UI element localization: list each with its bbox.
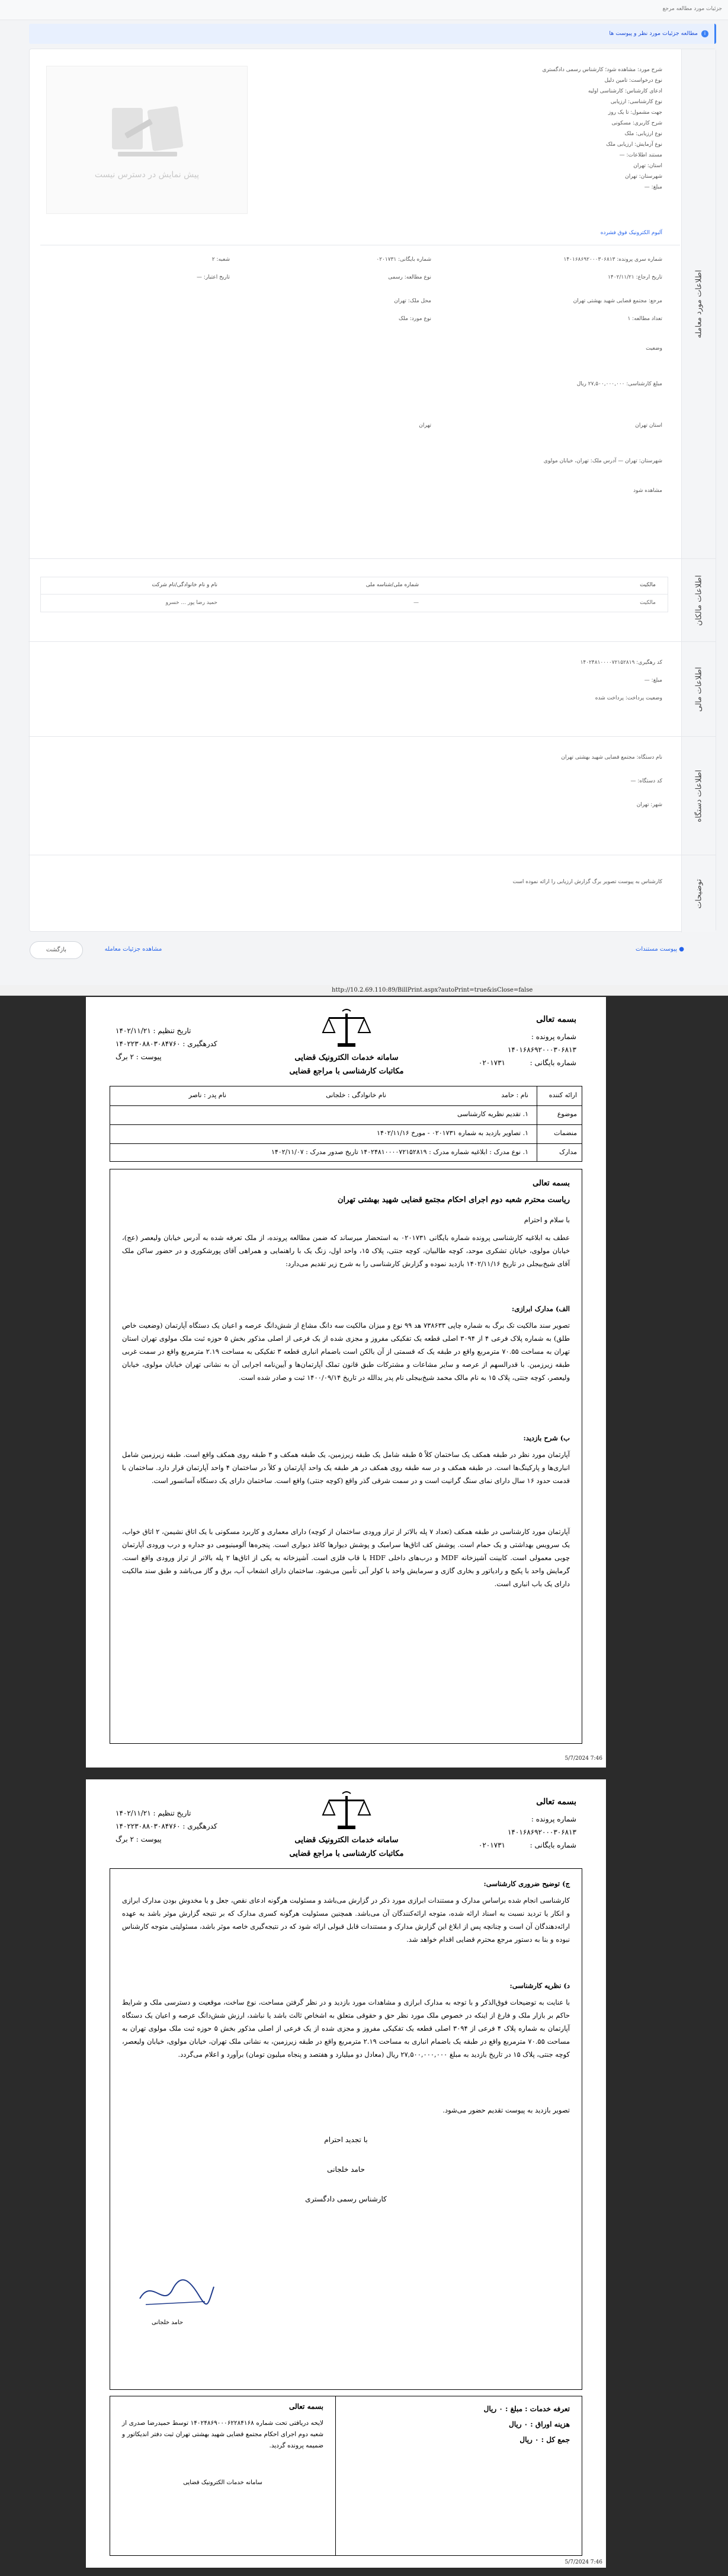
- info-icon: i: [701, 30, 708, 37]
- r3-value: ۱. تصاویر بازدید به شماره ۰۲۰۱۷۳۱ - مورخ ۱۴۰۲/۱۱/۱۶: [377, 1129, 528, 1137]
- tracking-label: کدرهگیری : ۱۴۰۲۲۳۰۸۸۰۳۰۸۴۷۶۰: [116, 1040, 217, 1048]
- case-no: ۱۴۰۱۶۸۶۹۲۰۰۰۳۰۶۸۱۳: [507, 1828, 576, 1836]
- r2-label: موضوع: [557, 1110, 577, 1118]
- heading-a: الف) مدارک ابرازی:: [511, 1305, 570, 1313]
- viewer-url[interactable]: http://10.2.69.110:89/BillPrint.aspx?autoPrint=true&isClose=false: [332, 987, 533, 993]
- org-title: سامانه خدمات الکترونیک قضایی: [294, 1053, 399, 1062]
- doc-body: [110, 1169, 582, 1744]
- financial-title: اطلاعات مالی: [681, 642, 716, 736]
- signer-name: حامد خلجانی: [327, 2165, 365, 2174]
- financial-section: [28, 642, 716, 737]
- basmala: بسمه تعالی: [536, 1015, 576, 1024]
- table-cell: حمید رضا پور ... خسرو: [165, 600, 217, 606]
- summary-line: ادعای کارشناس: کارشناسی اولیه: [588, 88, 662, 94]
- owners-section: [28, 559, 716, 642]
- summary-line: نوع ارزیابی: ملک: [624, 131, 662, 137]
- intro-paragraph: عطف به ابلاغیه کارشناسی پرونده شماره بایگانی ۰۲۰۱۷۳۱ به استحضار میرساند که ضمن مطالعه پرونده، از ملک تعرفه شده به آدرس خیابان ولیعصر (عج)، خیابان مولوی، خیابان تشکری موحد، کوچه طالبیان، کوچه جنتی، پلاک ۱۵، واحد اول، زنگ یک با راهنمایی و همراهی آقای پورشکوری و در حضور ساکن ملک آقای شیخ‌بیجلی در تاریخ ۱۴۰۲/۱۱/۱۶ بازدید نموده و گزارش کارشناسی را به شرح زیر تقدیم می‌دارد:: [122, 1233, 570, 1268]
- r1-label: ارائه کننده: [549, 1091, 577, 1099]
- table-cell: —: [413, 600, 419, 606]
- summary-line: شرح مورد: مشاهده شود؛ کارشناس رسمی دادگستری: [542, 67, 662, 73]
- scales-of-justice-icon: [320, 1791, 373, 1833]
- closing-line: تصویر بازدید به پیوست تقدیم حضور می‌شود.: [442, 2106, 570, 2114]
- fee-cost: هزینه اوراق : ۰ ریال: [508, 2420, 570, 2428]
- preview-placeholder-text: پیش نمایش در دسترس نیست: [94, 170, 200, 180]
- detail-line: تعداد مطالعه: ۱: [627, 316, 662, 322]
- summary-line: شهرستان: تهران: [625, 174, 662, 180]
- breadcrumb[interactable]: جزئیات مورد مطالعه مرجع: [662, 6, 722, 12]
- summary-line: مبلغ: —: [644, 184, 662, 190]
- table-header: مالکیت: [640, 582, 656, 588]
- authority-line: شهر: تهران: [636, 802, 662, 808]
- authority-line: کد دستگاه: —: [630, 778, 662, 784]
- archive-no-label: شماره بایگانی :: [530, 1841, 576, 1849]
- detail-line: مرجع: مجتمع قضایی شهید بهشتی تهران: [573, 298, 662, 304]
- r2-value: ۱. تقدیم نظریه کارشناسی: [457, 1110, 528, 1118]
- document-viewer: [0, 985, 728, 2576]
- notice-text: مطالعه جزئیات مورد نظر و پیوست ها: [609, 30, 698, 37]
- case-info-section: [28, 49, 716, 559]
- paragraph-b1: آپارتمان مورد نظر در طبقه همکف یک ساختمان کلاً ۵ طبقه شامل یک طبقه زیرزمین، یک طبقه همکف و ۳ طبقه روی همکف واقع است. طبقه زیرزمین شامل انباری‌ها و پارکینگ‌ها است. در طبقه همکف و در سه طبقه روی همکف در هر طبقه یک واحد آپارتمان و کلاً در ساختمان ۴ واحد آپارتمان قرار دارد. ساختمان با قدمت حدود ۱۶ سال دارای نمای سنگ گرانیت است و در سمت شرقی گذر واقع (کوچه جنتی) واقع است. ساختمان دارای یک دستگاه آسانسور است.: [122, 1450, 570, 1485]
- notes-section: [28, 855, 716, 932]
- date-label: تاریخ تنظیم : ۱۴۰۲/۱۱/۲۱: [116, 1809, 191, 1817]
- fee-total: جمع کل : ۰ ریال: [519, 2436, 570, 2444]
- detail-line: تاریخ ارجاع: ۱۴۰۲/۱۱/۲۱: [608, 274, 662, 280]
- authority-title: اطلاعات دستگاه: [681, 737, 716, 855]
- top-bar: [0, 0, 728, 20]
- back-button[interactable]: بازگشت: [30, 941, 83, 959]
- heading-c: ج) توضیح ضروری کارشناسی:: [483, 1880, 570, 1888]
- attachment-label: پیوست : ۲ برگ: [116, 1053, 162, 1061]
- viewer-toolbar: [0, 985, 728, 996]
- table-divider: [41, 594, 668, 595]
- gavel-icon: [106, 102, 189, 161]
- r4-label: مدارک: [559, 1148, 577, 1156]
- basmala: بسمه تعالی: [536, 1797, 576, 1807]
- view-details-button[interactable]: مشاهده جزئیات معامله: [104, 946, 162, 953]
- doc-header-table: [110, 1086, 582, 1162]
- notice-banner: [29, 24, 716, 44]
- summary-line: نوع آزمایش: ارزیابی ملک: [606, 142, 662, 148]
- receipt-basmala: بسمه تعالی: [288, 2402, 323, 2411]
- authority-section: [28, 737, 716, 855]
- owners-table: [40, 577, 668, 612]
- case-no-label: شماره پرونده :: [531, 1815, 576, 1823]
- document-page: [86, 997, 606, 1768]
- heading-b: ب) شرح بازدید:: [523, 1434, 570, 1442]
- paragraph-a: تصویر سند مالکیت تک برگ به شماره چاپی ۷۳۸۶۳۳ هد ۹۹ نوع و میزان مالکیت سه دانگ مشاع از شش‌دانگ عرصه و اعیان یک دستگاه آپارتمان (وضعیت خاص طلق) به شماره پلاک فرعی ۴ از ۳۰۹۴ اصلی قطعه یک تفکیکی مفروز و مجزی شده از یک فرعی از اصلی مذکور بخش ۵ حوزه ثبت ملک مولوی تهران استان تهران به مساحت ۷۰.۵۵ مترمربع واقع در طبقه یک که قسمتی از آن بالکن است باضمام انباری قطعه ۳ تفکیکی به مساحت ۲.۱۹ مترمربع واقع در سمت غربی طبقه زیرزمین. با قدرالسهم از عرصه و سایر مشاعات و مشترکات طبق قانون تملک آپارتمان‌ها و آیین‌نامه اجرایی آن به نشانی تهران خیابان مولوی، خیابان ولیعصر، کوچه جنتی، پلاک ۱۵ به نام مالک محمد شیخ‌بیجلی نام پدر یدالله در تاریخ ۱۴۰۰/۰۹/۱۴ ثبت و صادر شده است.: [122, 1321, 570, 1382]
- signer-title: کارشناس رسمی دادگستری: [305, 2195, 387, 2203]
- financial-line: وضعیت پرداخت: پرداخت شده: [595, 695, 662, 701]
- description: مشاهده شود: [633, 488, 662, 494]
- summary-line: استان: تهران: [633, 163, 662, 169]
- detail-line: محل ملک: تهران: [394, 298, 431, 304]
- receipt-footer: سامانه خدمات الکترونیک قضایی: [183, 2479, 262, 2486]
- receipt-text: لایحه دریافتی تحت شماره ۱۴۰۲۴۸۶۹۰۰۰۶۲۲۸۴۱۶۸ توسط حمیدرضا صدری از شعبه دوم اجرای احکام مجتمع قضایی شهید بهشتی تهران ثبت دفتر اندیکاتور و ضمیمه پرونده گردید.: [122, 2420, 323, 2449]
- city: تهران: [419, 423, 431, 429]
- detail-line: شماره بایگانی: ۰۲۰۱۷۳۱: [376, 257, 431, 263]
- archive-no-label: شماره بایگانی :: [530, 1059, 576, 1067]
- authority-line: نام دستگاه: مجتمع قضایی شهید بهشتی تهران: [561, 755, 662, 760]
- fee-title: تعرفه خدمات : مبلغ : ۰ ریال: [483, 2405, 570, 2413]
- preview-placeholder: [46, 66, 248, 214]
- tracking-label: کدرهگیری : ۱۴۰۲۲۳۰۸۸۰۳۰۸۴۷۶۰: [116, 1822, 217, 1830]
- financial-line: مبلغ: —: [644, 677, 662, 683]
- case-no: ۱۴۰۱۶۸۶۹۲۰۰۰۳۰۶۸۱۳: [507, 1046, 576, 1054]
- page-timestamp: 5/7/2024 7:46: [565, 1756, 602, 1762]
- table-header: شماره ملی/شناسه ملی: [365, 582, 419, 588]
- case-no-label: شماره پرونده :: [531, 1033, 576, 1041]
- gallery-link[interactable]: آلبوم الکترونیک فوق فشرده: [600, 230, 662, 236]
- summary-line: نوع کارشناسی: ارزیابی: [610, 99, 662, 105]
- greeting: با سلام و احترام: [524, 1216, 570, 1224]
- notes-title: توضیحات: [681, 855, 716, 932]
- r4-value: ۱. نوع مدرک : ابلاغیه شماره مدرک : ۱۴۰۲۴۸۱۰۰۰۰۷۲۱۵۲۸۱۹ تاریخ صدور مدرک : ۱۴۰۲/۱۱/۰۷: [271, 1148, 528, 1156]
- summary-line: مستند اطلاعات: —: [619, 152, 662, 158]
- paragraph-d: با عنایت به توضیحات فوق‌الذکر و با توجه به مدارک ابرازی و مشاهدات مورد بازدید و در نظر گرفتن مساحت، نوع ساخت، موقعیت و دسترسی ملک و شرایط حاکم بر بازار ملک و فارغ از اینکه در خصوص ملک مورد نظر حق و حقوقی متعلق به اشخاص ثالث باشد یا نباشد، ارزش شش‌دانگ عرصه و اعیان یک دستگاه آپارتمان به شماره پلاک ۴ فرعی از ۳۰۹۴ اصلی قطعه یک تفکیکی مفروز و مجزی شده از یک فرعی از اصلی مذکور بخش ۵ حوزه ثبت ملک مولوی تهران به مساحت ۷۰.۵۵ مترمربع واقع در طبقه یک باضمام انباری به مساحت ۲.۱۹ مترمربع واقع در طبقه زیرزمین، به نشانی ملک تهران، خیابان مولوی، خیابان ولیعصر، کوچه جنتی، پلاک ۱۵ در تاریخ بازدید به مبلغ ۲۷,۵۰۰,۰۰۰,۰۰۰ ریال (معادل دو میلیارد و هفتصد و پنجاه میلیون تومان) برآورد و اعلام می‌گردد.: [122, 1998, 570, 2059]
- notes-text: کارشناس به پیوست تصویر برگ گزارش ارزیابی را ارائه نموده است: [512, 879, 662, 885]
- summary-line: نوع درخواست: تامین دلیل: [604, 78, 662, 84]
- province: استان تهران: [635, 423, 662, 429]
- owners-title: اطلاعات مالکان: [681, 559, 716, 641]
- detail-line: تاریخ اعتبار: —: [196, 274, 230, 280]
- table-cell: مالکیت: [640, 600, 656, 606]
- archive-no: ۰۲۰۱۷۳۱: [478, 1841, 505, 1849]
- details-panel: [29, 49, 716, 932]
- regards: با تجدید احترام: [324, 2136, 368, 2144]
- financial-line: کد رهگیری: ۱۴۰۲۴۸۱۰۰۰۰۷۲۱۵۲۸۱۹: [580, 660, 662, 666]
- signature-image: [134, 2272, 217, 2313]
- heading-d: د) نظریه کارشناسی:: [509, 1981, 570, 1990]
- table-header: نام و نام خانوادگی/نام شرکت: [152, 582, 217, 588]
- page-timestamp: 5/7/2024 7:46: [565, 2559, 602, 2565]
- detail-line: شعبه: ۲: [211, 257, 230, 263]
- summary-line: شرح کاربری: مسکونی: [611, 120, 662, 126]
- org-title: سامانه خدمات الکترونیک قضایی: [294, 1836, 399, 1845]
- r1-father: نام پدر : ناصر: [188, 1091, 226, 1099]
- detail-line: شماره سری پرونده: ۱۴۰۱۶۸۶۹۲۰۰۰۳۰۶۸۱۳: [563, 257, 662, 263]
- org-subtitle: مکاتبات کارشناسی با مراجع قضایی: [289, 1067, 404, 1076]
- r1-family: نام خانوادگی : خلجانی: [326, 1091, 386, 1099]
- paperclip-icon: ●: [677, 946, 684, 953]
- addressee: ریاست محترم شعبه دوم اجرای احکام مجتمع قضایی شهید بهشتی تهران: [337, 1196, 570, 1204]
- archive-no: ۰۲۰۱۷۳۱: [478, 1059, 505, 1067]
- r1-name: نام : حامد: [501, 1091, 528, 1099]
- attachment-label: پیوست : ۲ برگ: [116, 1835, 162, 1843]
- paragraph-c: کارشناسی انجام شده براساس مدارک و مستندات ابرازی مورد ذکر در گزارش می‌باشد و مسئولیت هرگونه ادعای نقص، جعل و یا مخدوش بودن مدارک ابرازی و انکار یا تردید نسبت به اسناد ارائه شده، متوجه ارائه‌کنندگان آن می‌باشد. همچنین مسئولیت هرگونه کسری مدارک که بر نتیجه گزارش موثر باشد به عهده ارائه‌دهندگان آن است و چنانچه پس از ابلاغ این گزارش مدارک و مستندات قابل قبولی ارائه شود که در نتیجه‌گیری خاصه موثر باشد، مسئولیتی متوجه کارشناس نبوده و بنا به دستور مرجع محترم قضایی اقدام خواهد شد.: [122, 1896, 570, 1944]
- case-info-title: اطلاعات مورد معامله: [681, 49, 716, 558]
- doc-body-2: [110, 1868, 582, 2390]
- address-line: شهرستان: تهران — آدرس ملک: تهران، خیابان مولوی: [543, 458, 662, 464]
- attachments-button[interactable]: ● پیوست مستندات: [635, 946, 684, 953]
- status-label: وضعیت: [646, 346, 662, 351]
- detail-line: نوع مطالعه: رسمی: [388, 274, 431, 280]
- basmala-2: بسمه تعالی: [533, 1179, 570, 1188]
- date-label: تاریخ تنظیم : ۱۴۰۲/۱۱/۲۱: [116, 1027, 191, 1035]
- signature-caption: حامد خلجانی: [152, 2319, 184, 2326]
- paragraph-b2: آپارتمان مورد کارشناسی در طبقه همکف (تعداد ۷ پله بالاتر از تراز ورودی ساختمان از کوچه) دارای معماری و کاربرد مسکونی با یک اتاق نشیمن، ۲ اتاق خواب، یک سرویس بهداشتی و یک حمام است. پوشش کف اتاق‌ها سرامیک و پوشش دیوارها کاغذ دیواری است. پنجره‌ها آلومینیومی دو جداره و درب ورودی آپارتمان چوبی معمولی است. کابینت آشپزخانه MDF و درب‌های داخلی HDF با قاب فلزی است. آشپزخانه به یکی از اتاق‌ها ۲ پله بالاتر از تراز ورودی واقع است. گرمایش واحد با پکیج و رادیاتور و بخاری گازی و سرمایش واحد با کولر آبی تأمین می‌شود. ساختمان دارای انشعاب آب، برق و گاز می‌باشد و طبق سند مالکیت دارای یک باب انباری است.: [122, 1527, 570, 1588]
- org-subtitle: مکاتبات کارشناسی با مراجع قضایی: [289, 1849, 404, 1858]
- doc-footer: [110, 2396, 582, 2556]
- detail-line: نوع مورد: ملک: [399, 316, 431, 322]
- scales-of-justice-icon: [320, 1009, 373, 1050]
- r3-label: منضمات: [554, 1129, 577, 1137]
- price-line: مبلغ کارشناسی: ۲۷,۵۰۰,۰۰۰,۰۰۰ ریال: [576, 381, 662, 387]
- document-page: [86, 1779, 606, 2568]
- summary-line: جهت مشمول: تا یک روز: [608, 110, 662, 116]
